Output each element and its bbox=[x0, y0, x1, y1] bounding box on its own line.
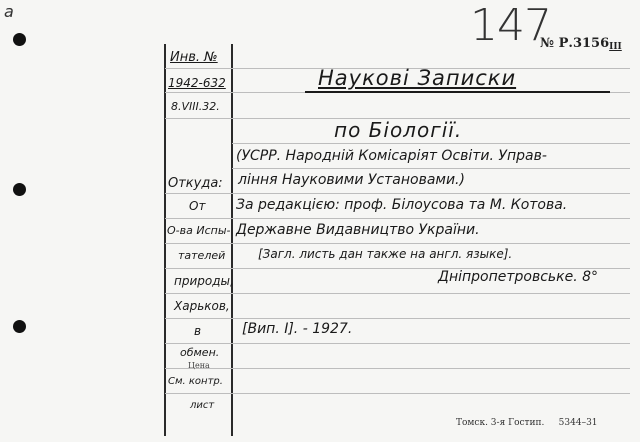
from-label: Откуда: bbox=[168, 176, 223, 191]
price-label: Цена bbox=[188, 361, 210, 370]
ruled-line bbox=[232, 193, 630, 194]
subtitle: по Біології. bbox=[334, 118, 463, 142]
card-number: 147 bbox=[470, 0, 551, 51]
ruled-line bbox=[232, 293, 630, 294]
printer-imprint: Томск. 3-я Гостип. 5344–31 bbox=[456, 418, 598, 428]
left-ruled-line bbox=[165, 318, 232, 319]
from-line-2: О-ва Испы- bbox=[167, 224, 231, 237]
price-line-2: лист bbox=[190, 400, 215, 411]
left-ruled-line bbox=[165, 268, 232, 269]
inv-date: 8.VIII.32. bbox=[171, 100, 220, 113]
from-line-5: Харьков, bbox=[174, 299, 230, 313]
title: Наукові Записки bbox=[318, 66, 517, 90]
publisher-line-1: (УСРР. Народній Комісаріят Освіти. Управ- bbox=[236, 148, 547, 164]
ruled-line bbox=[232, 218, 630, 219]
ruled-line bbox=[232, 318, 630, 319]
left-ruled-line bbox=[165, 92, 232, 93]
left-ruled-line bbox=[165, 118, 232, 119]
press: Державне Видавництво України. bbox=[236, 222, 480, 238]
left-ruled-line bbox=[165, 68, 232, 69]
from-line-1: От bbox=[189, 199, 206, 213]
left-ruled-line bbox=[165, 293, 232, 294]
from-line-7: обмен. bbox=[180, 346, 220, 359]
editors: За редакцією: проф. Білоусова та М. Котова. bbox=[236, 197, 568, 213]
punch-hole-bottom bbox=[13, 320, 26, 333]
publisher-line-2: ління Науковими Установами.) bbox=[238, 172, 465, 188]
column-divider-left bbox=[164, 44, 166, 436]
ruled-line bbox=[232, 168, 630, 169]
corner-mark: a bbox=[4, 2, 14, 21]
issue: [Вип. I]. - 1927. bbox=[242, 321, 353, 337]
left-ruled-line bbox=[165, 193, 232, 194]
title-underline bbox=[305, 91, 610, 93]
left-ruled-line bbox=[165, 393, 232, 394]
ruled-line bbox=[232, 143, 630, 144]
accession-number: № Р.3156III bbox=[540, 36, 622, 52]
ruled-line bbox=[232, 343, 630, 344]
from-line-6: в bbox=[194, 324, 202, 338]
inv-number: 1942-632 bbox=[168, 76, 226, 90]
from-line-4: природы, bbox=[174, 274, 234, 288]
ruled-line bbox=[232, 368, 630, 369]
left-ruled-line bbox=[165, 218, 232, 219]
price-line-1: См. контр. bbox=[168, 376, 223, 387]
inv-label: Инв. № bbox=[170, 50, 218, 65]
note: [Загл. листь дан также на англ. языке]. bbox=[258, 247, 513, 261]
left-ruled-line bbox=[165, 243, 232, 244]
from-line-3: тателей bbox=[178, 249, 226, 262]
punch-hole-middle bbox=[13, 183, 26, 196]
ruled-line bbox=[232, 393, 630, 394]
place: Дніпропетровське. 8° bbox=[438, 269, 599, 285]
punch-hole-top bbox=[13, 33, 26, 46]
ruled-line bbox=[232, 243, 630, 244]
column-divider-right bbox=[231, 44, 233, 436]
left-ruled-line bbox=[165, 343, 232, 344]
